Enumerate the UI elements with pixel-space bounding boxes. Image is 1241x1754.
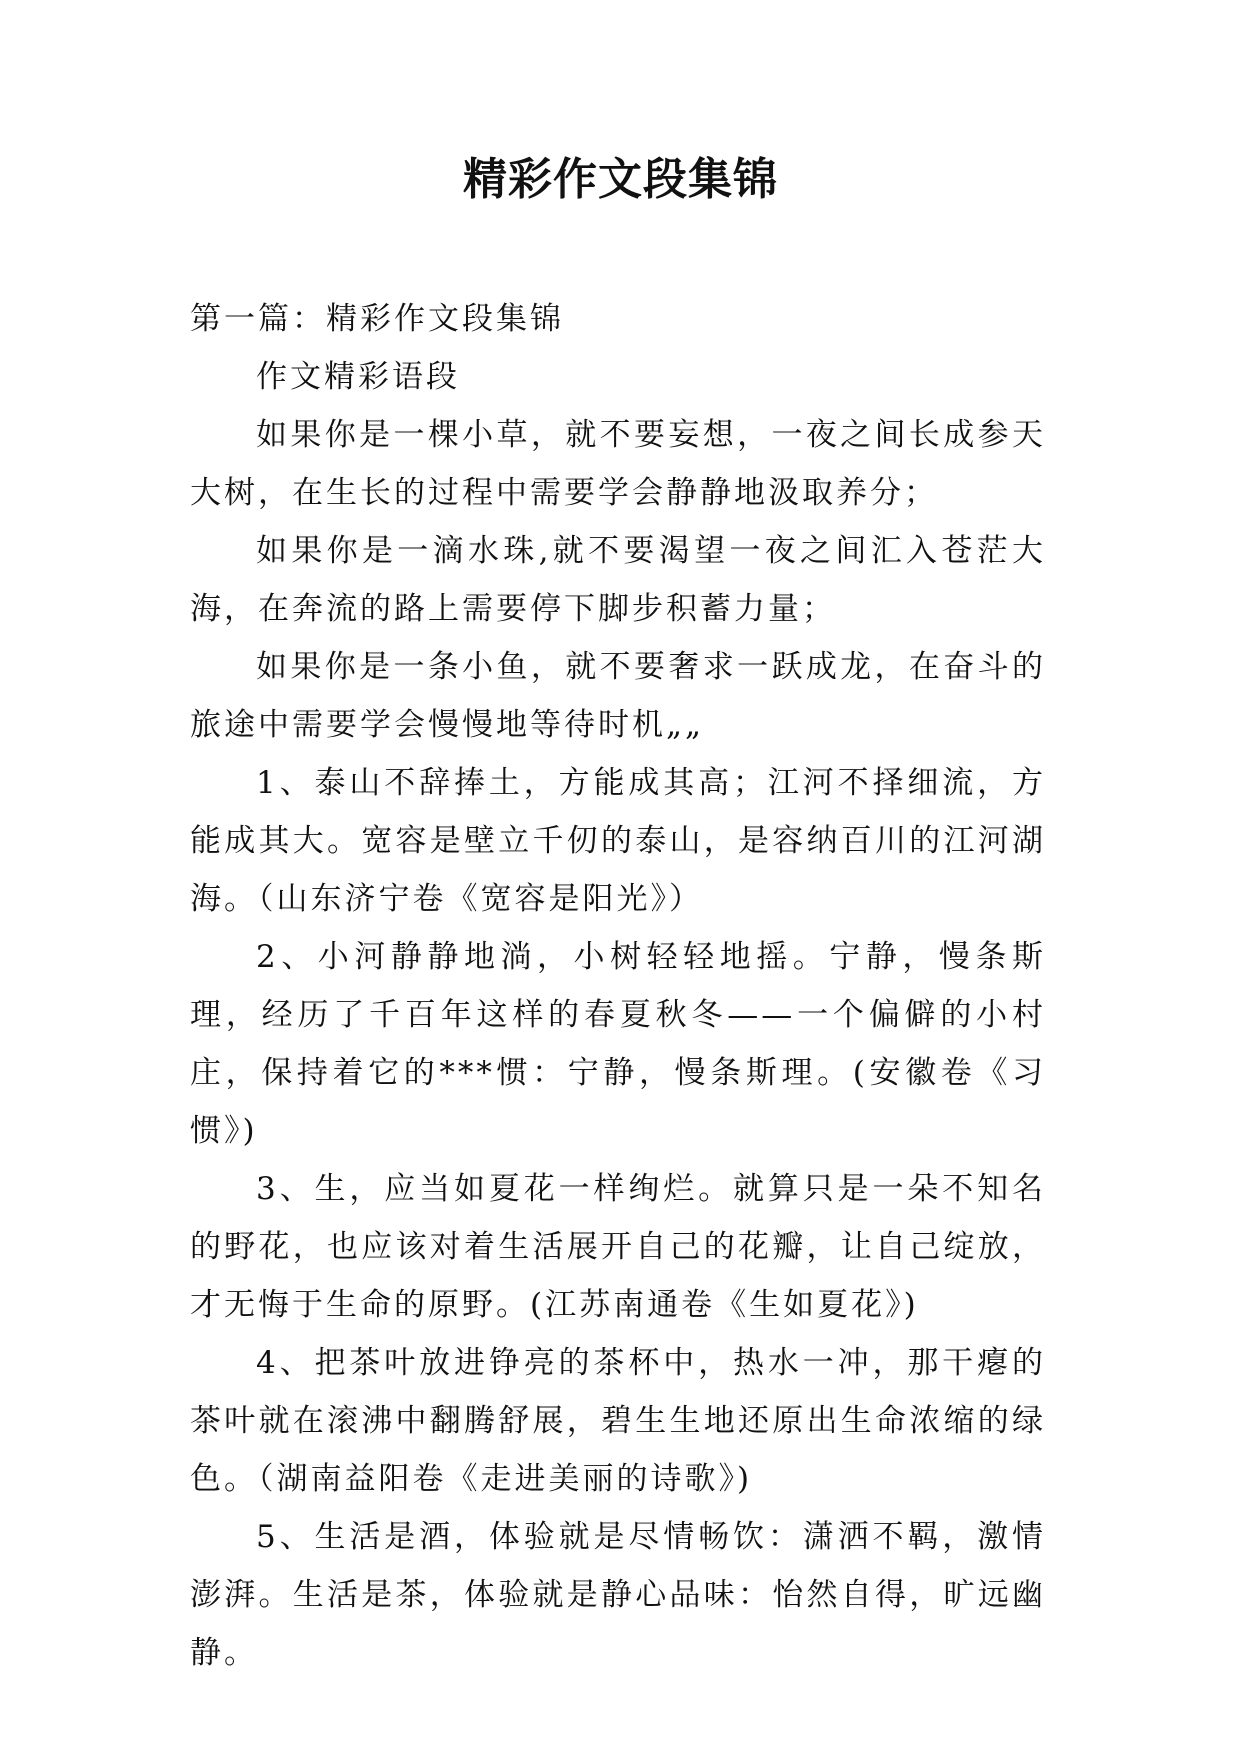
paragraph: 如果你是一滴水珠,就不要渴望一夜之间汇入苍茫大海，在奔流的路上需要停下脚步积蓄力量； bbox=[190, 533, 1046, 627]
paragraph: 如果你是一条小鱼，就不要奢求一跃成龙，在奋斗的旅途中需要学会慢慢地等待时机„„ bbox=[190, 649, 1046, 743]
paragraph: 2、小河静静地淌，小树轻轻地摇。宁静，慢条斯理，经历了千百年这样的春夏秋冬——一个偏僻的小村庄，保持着它的***惯：宁静，慢条斯理。(安徽卷《习惯》) bbox=[190, 939, 1046, 1149]
document-body bbox=[190, 290, 1046, 1682]
section-heading: 第一篇：精彩作文段集锦 bbox=[190, 301, 564, 337]
subheading: 作文精彩语段 bbox=[256, 359, 460, 395]
document-title: 精彩作文段集锦 bbox=[463, 154, 778, 205]
paragraph: 3、生，应当如夏花一样绚烂。就算只是一朵不知名的野花，也应该对着生活展开自己的花瓣，让自己绽放，才无悔于生命的原野。(江苏南通卷《生如夏花》) bbox=[190, 1171, 1046, 1323]
paragraph: 1、泰山不辞捧土，方能成其高；江河不择细流，方能成其大。宽容是壁立千仞的泰山，是容纳百川的江河湖海。（山东济宁卷《宽容是阳光》） bbox=[190, 765, 1046, 917]
paragraph: 5、生活是酒，体验就是尽情畅饮：潇洒不羁，激情澎湃。生活是茶，体验就是静心品味：怡然自得，旷远幽静。 bbox=[190, 1519, 1046, 1671]
paragraph: 如果你是一棵小草，就不要妄想，一夜之间长成参天大树，在生长的过程中需要学会静静地汲取养分； bbox=[190, 417, 1046, 511]
paragraph: 4、把茶叶放进铮亮的茶杯中，热水一冲，那干瘪的茶叶就在滚沸中翻腾舒展，碧生生地还原出生命浓缩的绿色。（湖南益阳卷《走进美丽的诗歌》) bbox=[190, 1345, 1046, 1497]
